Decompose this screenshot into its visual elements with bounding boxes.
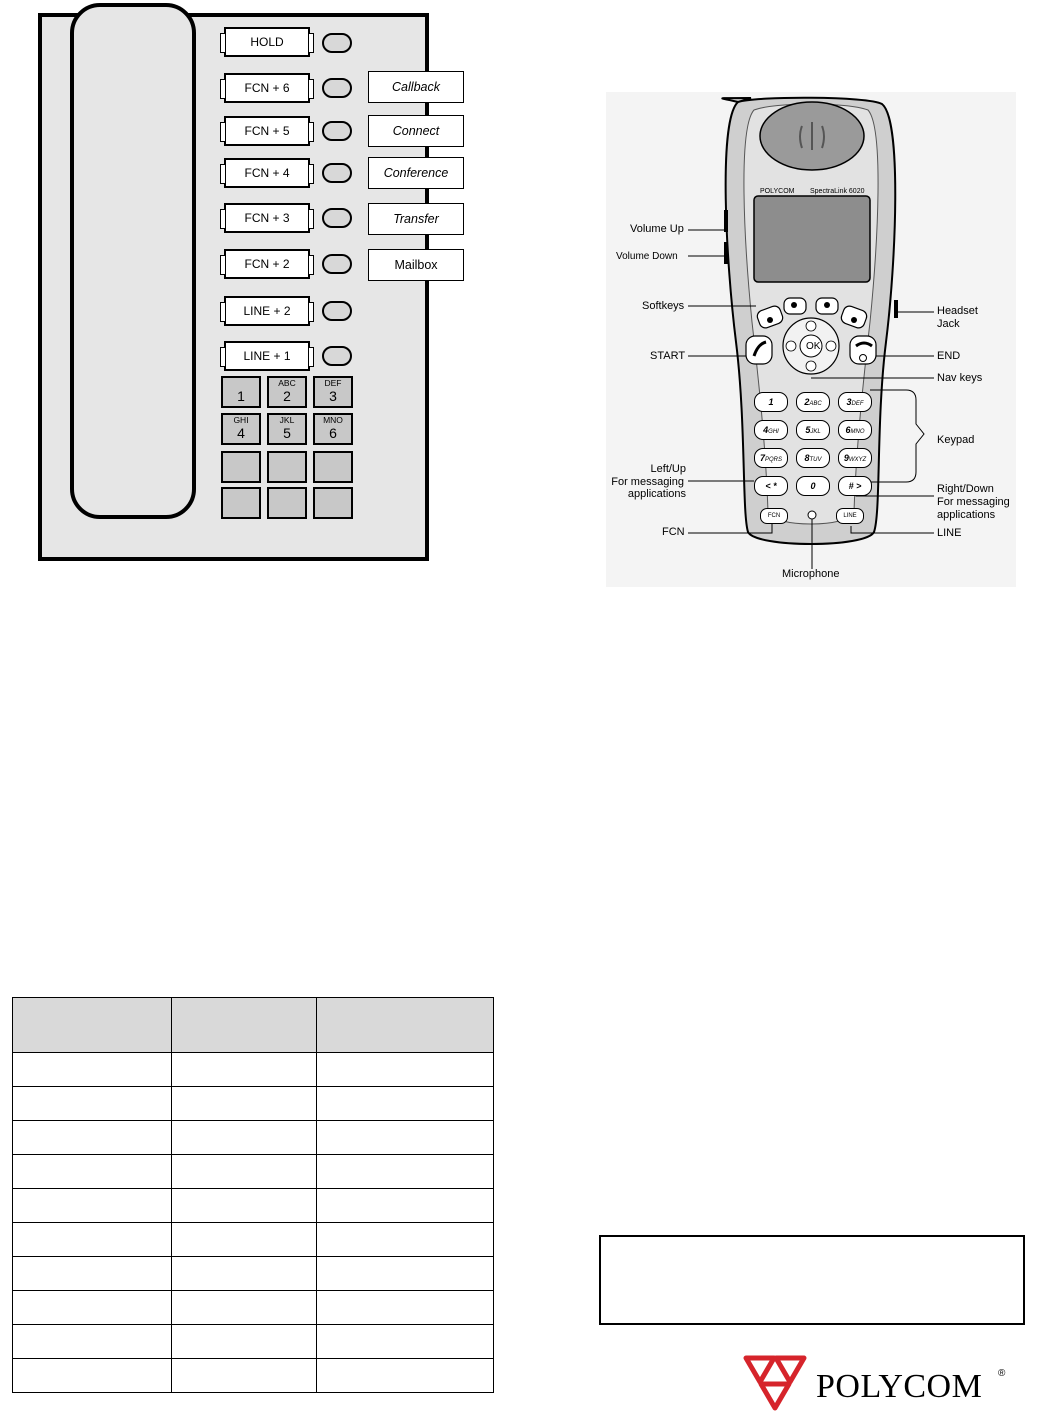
handset-key-letters: MNO — [850, 429, 865, 435]
left-up-label-2: For messaging — [611, 476, 684, 488]
table-header-row — [13, 998, 494, 1053]
table-row — [13, 1325, 494, 1359]
handset-key-7 — [754, 448, 788, 468]
left-up-label-3: applications — [627, 488, 686, 500]
table-row — [13, 1359, 494, 1393]
ok-key-label: OK — [806, 341, 821, 352]
table-row — [13, 1223, 494, 1257]
dial-key-blank — [267, 487, 307, 519]
handset-diagram — [606, 92, 1016, 587]
handset-key-4 — [754, 420, 788, 440]
line-button-2 — [322, 78, 352, 98]
right-down-label-3: applications — [937, 509, 996, 521]
handset-key-number: 3 — [846, 397, 852, 407]
mailbox-callout: Mailbox — [368, 249, 464, 281]
table-row — [13, 1155, 494, 1189]
microphone-label: Microphone — [782, 568, 840, 580]
handset-line-key: LINE — [836, 508, 864, 524]
handset-key-letters: ABC — [809, 401, 822, 407]
handset-key-number: # > — [848, 481, 862, 491]
handset-key-6 — [838, 420, 872, 440]
handset-key-number: 2 — [804, 397, 810, 407]
handset-key-letters: GHI — [768, 429, 779, 435]
dial-key-blank — [313, 487, 353, 519]
handset-key-12 — [838, 476, 872, 496]
line-button-7 — [322, 301, 352, 321]
handset-fcn-key: FCN — [760, 508, 788, 524]
line-button-6 — [322, 254, 352, 274]
dial-key-5: JKL 5 — [267, 413, 307, 445]
softkeys-label: Softkeys — [642, 300, 685, 312]
left-up-label-1: Left/Up — [650, 463, 686, 475]
handset-key-5 — [796, 420, 830, 440]
handset-key-letters: PQRS — [765, 457, 783, 463]
headset-label-1: Headset — [937, 305, 978, 317]
handset-brand: POLYCOM — [760, 188, 795, 195]
handset-key-8 — [796, 448, 830, 468]
fcn-5-key: FCN + 5 — [224, 116, 310, 146]
handset-key-3 — [838, 392, 872, 412]
desk-phone-diagram — [38, 13, 449, 561]
table-row — [13, 1291, 494, 1325]
right-down-label-1: Right/Down — [937, 483, 994, 495]
conference-callout: Conference — [368, 157, 464, 189]
dial-key-blank — [313, 451, 353, 483]
desk-phone-handset — [70, 3, 196, 519]
hold-key: HOLD — [224, 27, 310, 57]
volume-down-label: Volume Down — [616, 251, 678, 262]
keypad-label: Keypad — [937, 434, 975, 446]
start-label: START — [650, 350, 686, 362]
reference-table — [12, 997, 494, 1393]
callback-callout: Callback — [368, 71, 464, 103]
handset-key-10 — [754, 476, 788, 496]
line-1-key: LINE + 1 — [224, 341, 310, 371]
handset-key-letters: DEF — [851, 401, 864, 407]
handset-model: SpectraLink 6020 — [810, 188, 865, 195]
handset-key-number: 0 — [810, 481, 816, 491]
handset-key-1 — [754, 392, 788, 412]
dial-key-1: 1 — [221, 376, 261, 408]
right-down-label-2: For messaging — [937, 496, 1010, 508]
table-header-cell — [13, 998, 172, 1053]
table-row — [13, 1257, 494, 1291]
handset-key-letters: WXYZ — [848, 457, 867, 463]
handset-key-number: 7 — [759, 453, 765, 463]
table-header-cell — [172, 998, 317, 1053]
handset-key-letters: TUV — [809, 457, 822, 463]
logo-wordmark: POLYCOM — [816, 1368, 983, 1405]
dial-key-6: MNO 6 — [313, 413, 353, 445]
handset-key-letters: JKL — [810, 429, 821, 435]
end-label: END — [937, 350, 961, 362]
line-label: LINE — [937, 527, 962, 539]
handset-key-number: 5 — [805, 425, 811, 435]
handset-key-number: 1 — [768, 397, 774, 407]
fcn-3-key: FCN + 3 — [224, 203, 310, 233]
line-button-5 — [322, 208, 352, 228]
fcn-2-key: FCN + 2 — [224, 249, 310, 279]
table-row — [13, 1121, 494, 1155]
line-button-8 — [322, 346, 352, 366]
handset-key-number: 9 — [843, 453, 849, 463]
transfer-callout: Transfer — [368, 203, 464, 235]
headset-label-2: Jack — [937, 318, 960, 330]
dial-key-blank — [267, 451, 307, 483]
dial-key-blank — [221, 451, 261, 483]
handset-key-number: 6 — [845, 425, 851, 435]
nav-keys-label: Nav keys — [937, 372, 983, 384]
dial-key-2: ABC 2 — [267, 376, 307, 408]
note-box — [599, 1235, 1025, 1325]
handset-key-2 — [796, 392, 830, 412]
line-2-key: LINE + 2 — [224, 296, 310, 326]
dial-key-blank — [221, 487, 261, 519]
handset-key-11 — [796, 476, 830, 496]
table-header-cell — [317, 998, 494, 1053]
polycom-triangles-icon — [740, 1352, 810, 1414]
line-button-4 — [322, 163, 352, 183]
polycom-logo — [740, 1352, 1020, 1414]
table-row — [13, 1053, 494, 1087]
dial-key-3: DEF 3 — [313, 376, 353, 408]
fcn-label: FCN — [662, 526, 685, 538]
fcn-6-key: FCN + 6 — [224, 73, 310, 103]
line-button-1 — [322, 33, 352, 53]
handset-key-9 — [838, 448, 872, 468]
fcn-4-key: FCN + 4 — [224, 158, 310, 188]
dial-key-4: GHI 4 — [221, 413, 261, 445]
table-row — [13, 1189, 494, 1223]
volume-up-label: Volume Up — [630, 223, 684, 235]
line-button-3 — [322, 121, 352, 141]
connect-callout: Connect — [368, 115, 464, 147]
logo-registered-mark: ® — [998, 1368, 1006, 1379]
handset-key-number: < * — [765, 481, 777, 491]
handset-key-number: 4 — [763, 425, 769, 435]
table-row — [13, 1087, 494, 1121]
handset-key-number: 8 — [804, 453, 810, 463]
